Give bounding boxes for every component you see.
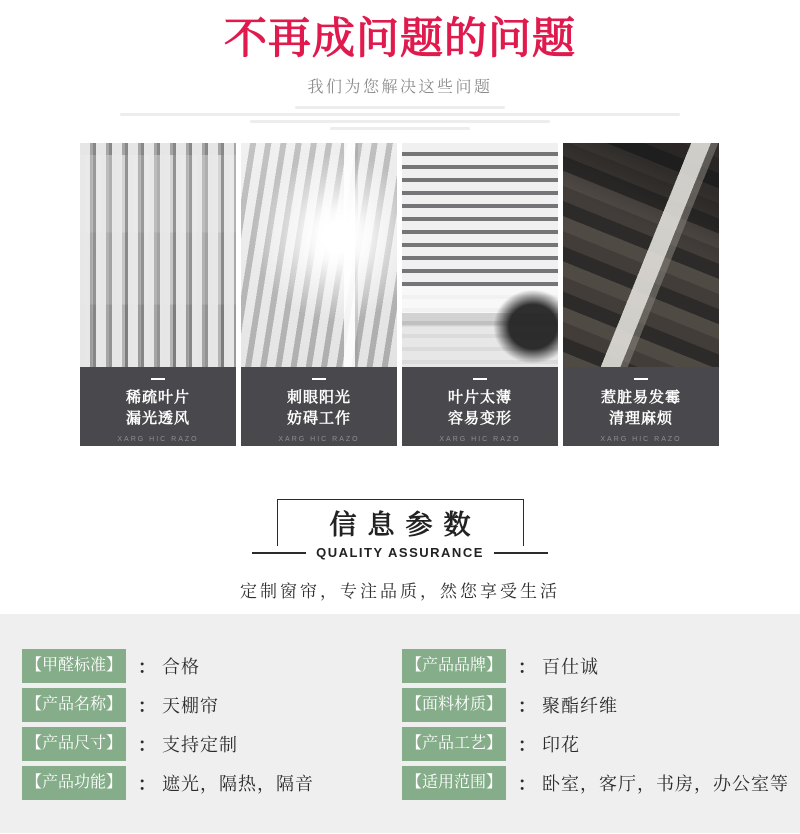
spec-value: 遮光，隔热，隔音 bbox=[162, 774, 314, 794]
caption-subtext: XARG HIC RAZO bbox=[600, 436, 682, 443]
photo-moldy-wood-blinds bbox=[563, 143, 719, 367]
problem-caption-3 bbox=[402, 367, 558, 446]
page-subtitle: 我们为您解决这些问题 bbox=[307, 79, 493, 96]
spec-row bbox=[22, 766, 402, 800]
spec-column-right bbox=[402, 649, 789, 833]
caption-line2: 漏光透风 bbox=[125, 410, 190, 427]
spec-label-badge: 【产品功能】 bbox=[22, 766, 126, 800]
info-params-box bbox=[277, 499, 524, 546]
caption-subtext: XARG HIC RAZO bbox=[278, 436, 360, 443]
spec-label-badge: 【面料材质】 bbox=[402, 688, 506, 722]
spec-colon: ： bbox=[138, 735, 156, 755]
brand-tagline: 定制窗帘，专注品质，然您享受生活 bbox=[240, 582, 560, 601]
spec-label-badge: 【产品工艺】 bbox=[402, 727, 506, 761]
problem-caption-4 bbox=[563, 367, 719, 446]
caption-line1: 稀疏叶片 bbox=[125, 389, 190, 406]
watermark-line bbox=[295, 106, 505, 109]
watermark-line bbox=[250, 120, 550, 123]
spec-label-badge: 【产品品牌】 bbox=[402, 649, 506, 683]
caption-line2: 容易变形 bbox=[447, 410, 512, 427]
problem-card-4 bbox=[563, 143, 719, 446]
spec-row bbox=[22, 649, 402, 683]
spec-value: 聚酯纤维 bbox=[542, 696, 618, 716]
spec-colon: ： bbox=[138, 774, 156, 794]
spec-table bbox=[0, 614, 800, 833]
page-title: 不再成问题的问题 bbox=[224, 15, 576, 63]
spec-colon: ： bbox=[138, 696, 156, 716]
spec-colon: ： bbox=[518, 696, 536, 716]
caption-line1: 惹脏易发霉 bbox=[600, 389, 681, 406]
spec-label-badge: 【甲醛标准】 bbox=[22, 649, 126, 683]
caption-line2: 清理麻烦 bbox=[608, 410, 673, 427]
spec-row bbox=[402, 649, 782, 683]
spec-colon: ： bbox=[518, 774, 536, 794]
spec-colon: ： bbox=[518, 735, 536, 755]
quality-assurance-label: QUALITY ASSURANCE bbox=[316, 545, 484, 560]
spec-row bbox=[22, 727, 402, 761]
spec-value: 支持定制 bbox=[162, 735, 238, 755]
caption-line1: 叶片太薄 bbox=[447, 389, 512, 406]
problem-card-2 bbox=[241, 143, 397, 446]
caption-subtext: XARG HIC RAZO bbox=[439, 436, 521, 443]
quality-assurance-row bbox=[0, 546, 800, 559]
spec-value: 合格 bbox=[162, 657, 200, 677]
caption-subtext: XARG HIC RAZO bbox=[117, 436, 199, 443]
spec-label-badge: 【产品名称】 bbox=[22, 688, 126, 722]
caption-dash bbox=[634, 378, 648, 380]
caption-dash bbox=[312, 378, 326, 380]
spec-value: 天棚帘 bbox=[162, 696, 219, 716]
photo-vertical-blinds-city bbox=[80, 143, 236, 367]
watermark-line bbox=[330, 127, 470, 130]
spec-colon: ： bbox=[518, 657, 536, 677]
problem-caption-1 bbox=[80, 367, 236, 446]
info-params-title: 信息参数 bbox=[329, 510, 482, 540]
problem-card-1 bbox=[80, 143, 236, 446]
caption-dash bbox=[473, 378, 487, 380]
problem-panels bbox=[80, 143, 720, 446]
spec-row bbox=[22, 688, 402, 722]
spec-value: 印花 bbox=[542, 735, 580, 755]
info-params-header bbox=[0, 499, 800, 603]
spec-row bbox=[402, 766, 789, 800]
spec-row bbox=[402, 688, 782, 722]
spec-label-badge: 【适用范围】 bbox=[402, 766, 506, 800]
caption-line1: 刺眼阳光 bbox=[286, 389, 351, 406]
spec-column-left bbox=[22, 649, 402, 833]
problem-card-3 bbox=[402, 143, 558, 446]
caption-dash bbox=[151, 378, 165, 380]
spec-value: 百仕诚 bbox=[542, 657, 599, 677]
page-header bbox=[0, 0, 800, 98]
photo-horizontal-blinds-hand bbox=[402, 143, 558, 367]
watermark-line bbox=[120, 113, 680, 116]
caption-line2: 妨碍工作 bbox=[286, 410, 351, 427]
spec-row bbox=[402, 727, 782, 761]
photo-glaring-sunlight bbox=[241, 143, 397, 367]
problem-caption-2 bbox=[241, 367, 397, 446]
faint-watermark-text bbox=[0, 106, 800, 130]
spec-colon: ： bbox=[138, 657, 156, 677]
spec-value: 卧室，客厅，书房，办公室等 bbox=[542, 774, 789, 794]
right-rule-line bbox=[494, 552, 548, 554]
left-rule-line bbox=[252, 552, 306, 554]
spec-label-badge: 【产品尺寸】 bbox=[22, 727, 126, 761]
